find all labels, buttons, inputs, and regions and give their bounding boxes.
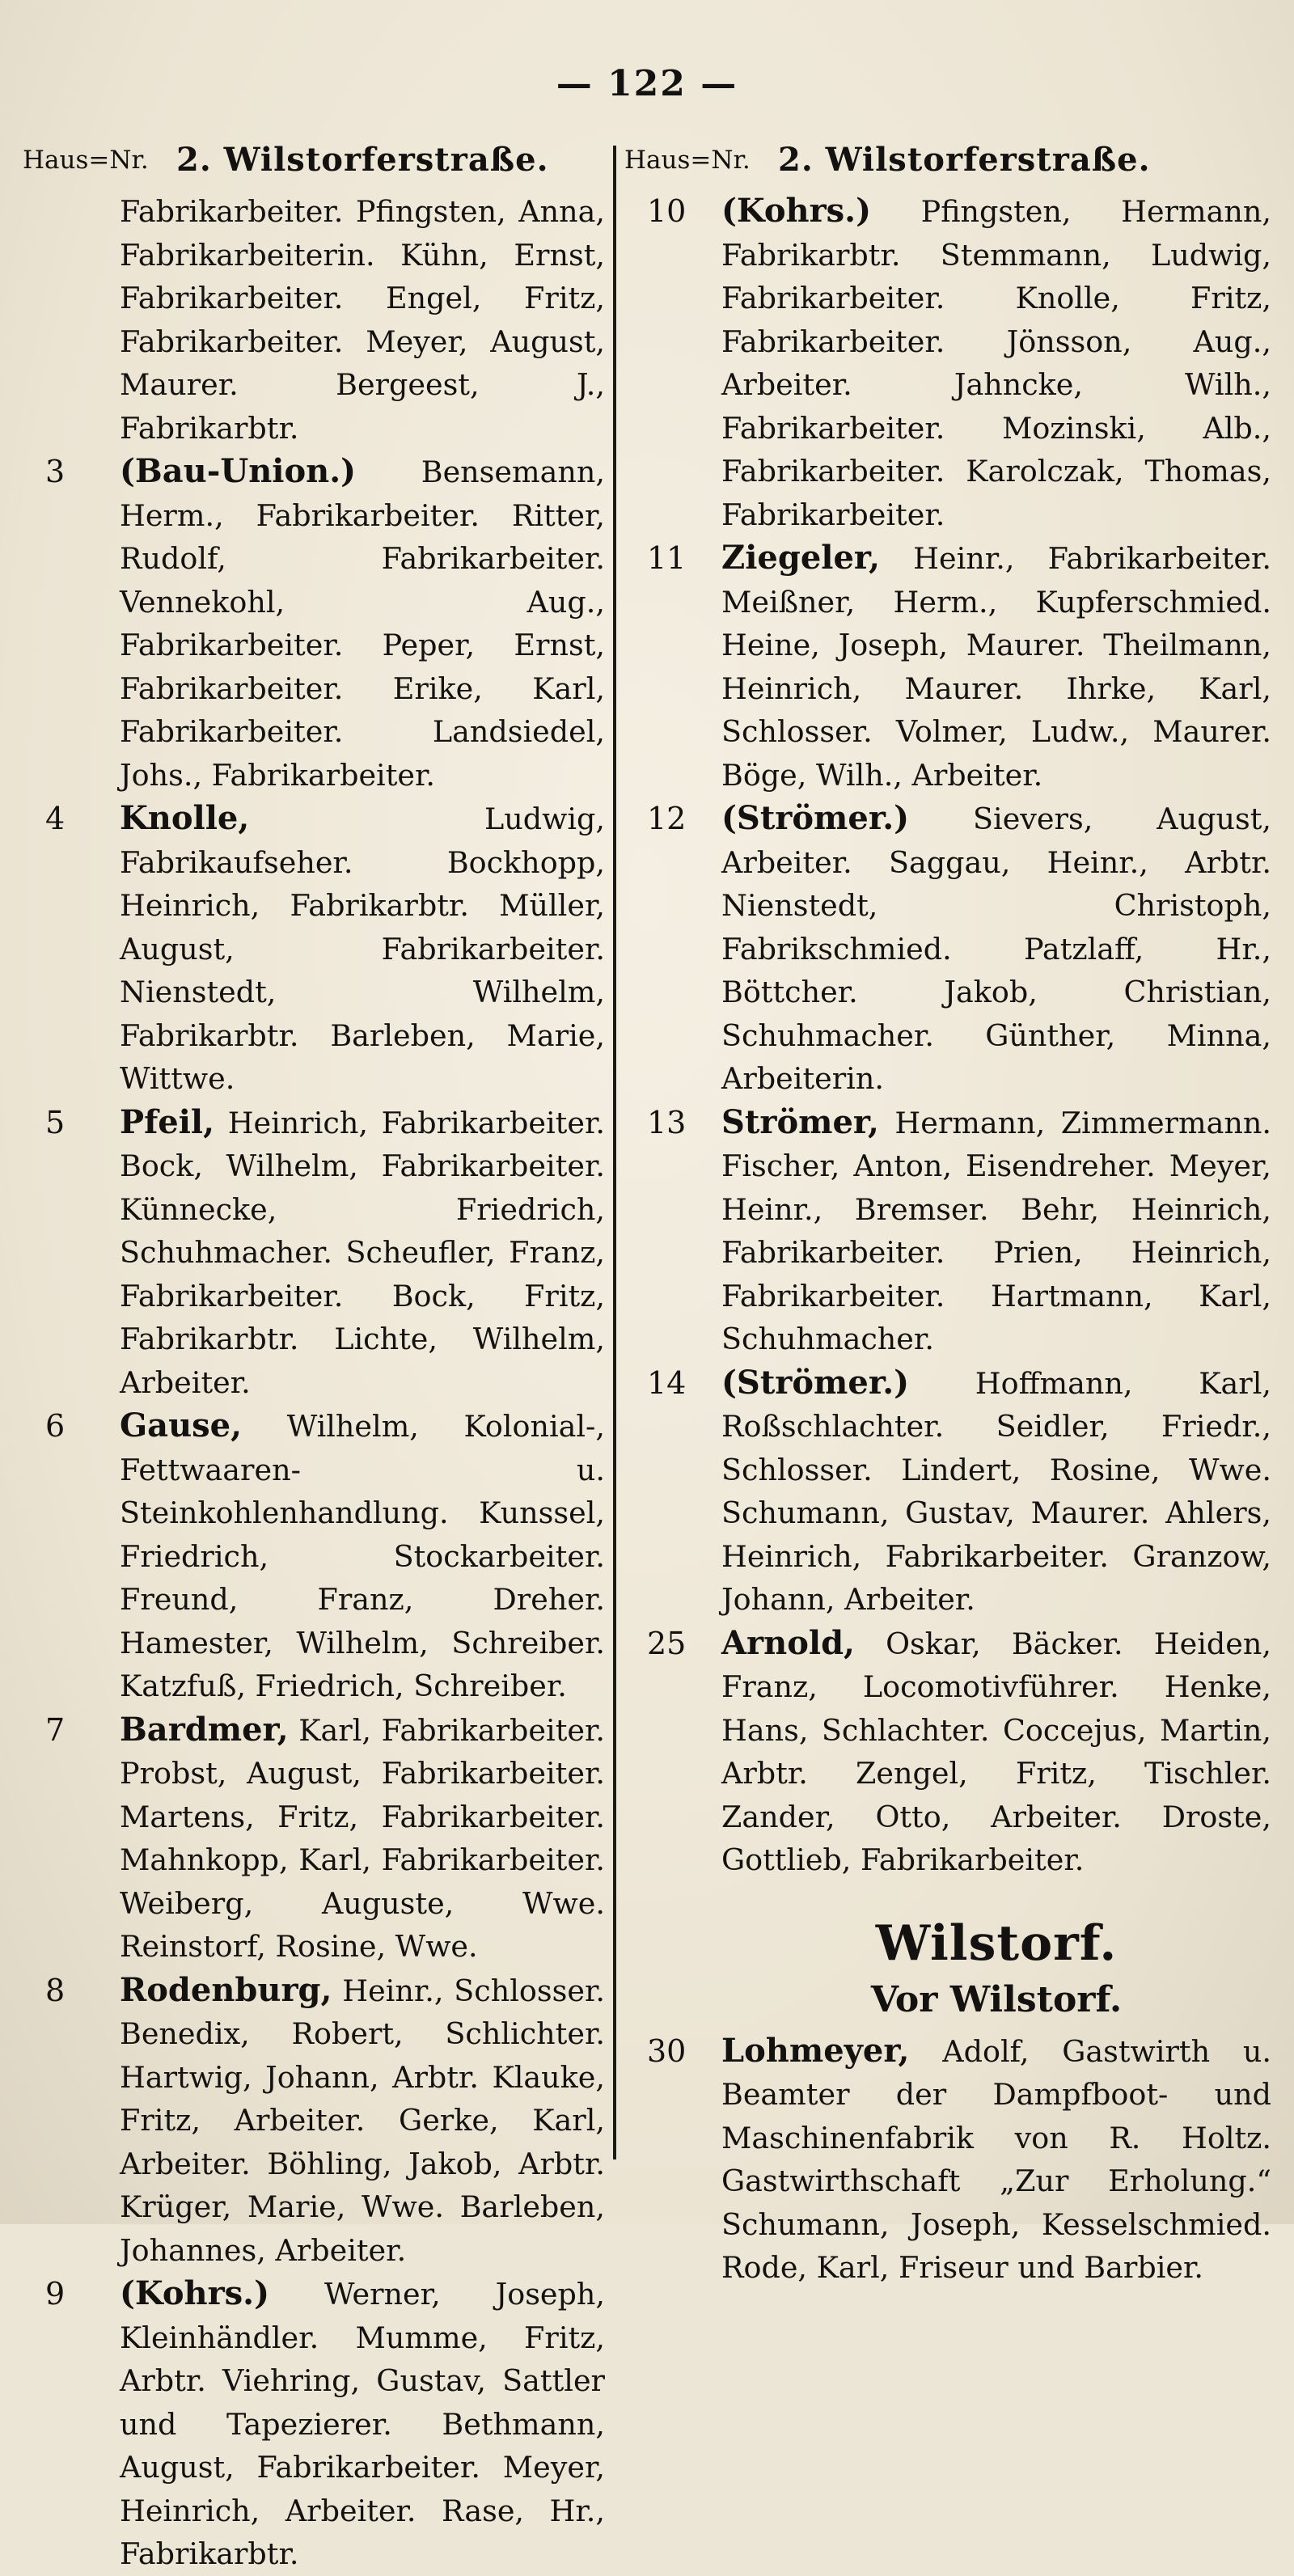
section-title: Wilstorf. [875,1914,1118,1972]
residents-text: Heinrich, Fabrikarbeiter. Bock, Wilhelm, Fabrikarbeiter. Künnecke, Friedrich, Schuhmacher. Scheufler, Franz, Fabrikarbeiter. Bock, Fritz, Fabrikarbtr. Lichte, Wilhelm, Arbeiter. [120,1105,605,1400]
right-column-header [624,137,1271,189]
entry-text [120,189,605,450]
house-number [23,189,120,450]
entry-text [120,450,605,797]
house-number: 5 [45,1104,66,1140]
house-number: 9 [45,2276,66,2312]
residents-text: Heinr., Fabrikarbeiter. Meißner, Herm., Kupferschmied. Heine, Joseph, Maurer. Theilmann, Heinrich, Maurer. Ihrke, Karl, Schlosser. Volmer, Ludw., Maurer. Böge, Wilh., Arbeiter. [721,541,1271,793]
entry-text [120,1101,605,1405]
entry-text [721,1361,1271,1622]
house-number: 7 [45,1711,66,1748]
owner-name: Pfeil, [120,1102,215,1141]
house-number: 6 [45,1408,66,1444]
owner-name: (Kohrs.) [120,2274,270,2312]
directory-entry [23,1404,605,1708]
directory-entry [624,1622,1271,1882]
directory-entry [624,189,1271,536]
house-number: 13 [647,1104,687,1140]
residents-text: Ludwig, Fabrikaufseher. Bockhopp, Heinrich, Fabrikarbtr. Müller, August, Fabrikarbeiter. Nienstedt, Wilhelm, Fabrikarbtr. Barleben, Marie, Wittwe. [120,802,605,1096]
house-number: 10 [647,193,687,229]
section-entries [624,2029,1271,2290]
entry-text [721,797,1271,1101]
residents-text: Heinr., Schlosser. Benedix, Robert, Schlichter. Hartwig, Johann, Arbtr. Klauke, Fritz, Arbeiter. Gerke, Karl, Arbeiter. Böhling, Jakob, Arbtr. Krüger, Marie, Wwe. Barleben, Johannes, Arbeiter. [120,1973,605,2268]
house-number: 3 [45,454,66,489]
residents-text: Oskar, Bäcker. Heiden, Franz, Locomotivführer. Henke, Hans, Schlachter. Coccejus, Martin, Arbtr. Zengel, Fritz, Tischler. Zander, Otto, Arbeiter. Droste, Gottlieb, Fabrikarbeiter. [721,1626,1271,1877]
residents-text: Pfingsten, Hermann, Fabrikarbtr. Stemmann, Ludwig, Fabrikarbeiter. Knolle, Fritz, Fabrikarbeiter. Jönsson, Aug., Arbeiter. Jahncke, Wilh., Fabrikarbeiter. Mozinski, Alb., Fabrikarbeiter. Karolczak, Thomas, Fabrikarbeiter. [721,194,1271,532]
owner-name: Lohmeyer, [721,2031,910,2070]
owner-name: Ziegeler, [721,539,880,577]
directory-entry [624,2029,1271,2290]
entry-text [721,1622,1271,1882]
hausnr-label: Haus=Nr. [23,146,149,175]
owner-name: (Bau-Union.) [120,452,357,490]
entry-text [120,797,605,1101]
left-column [23,137,605,2576]
directory-entry [23,1101,605,1405]
residents-text: Hermann, Zimmermann. Fischer, Anton, Eisendreher. Meyer, Heinr., Bremser. Behr, Heinrich, Fabrikarbeiter. Prien, Heinrich, Fabrikarbeiter. Hartmann, Karl, Schuhmacher. [721,1105,1271,1356]
entry-text [721,2029,1271,2290]
entry-text [721,1101,1271,1361]
residents-text: Hoffmann, Karl, Roßschlachter. Seidler, Friedr., Schlosser. Lindert, Rosine, Wwe. Schumann, Gustav, Maurer. Ahlers, Heinrich, Fabrikarbeiter. Granzow, Johann, Arbeiter. [721,1365,1271,1617]
entry-text [120,2272,605,2576]
residents-text: Sievers, August, Arbeiter. Saggau, Heinr., Arbtr. Nienstedt, Christoph, Fabrikschmied. Patzlaff, Hr., Böttcher. Jakob, Christian, Schuhmacher. Günther, Minna, Arbeiterin. [721,802,1271,1096]
owner-name: Bardmer, [120,1710,289,1749]
right-column [624,137,1271,2290]
entry-text [120,1708,605,1969]
directory-entry [624,536,1271,797]
column-divider [613,146,616,2159]
house-number: 25 [647,1625,687,1661]
directory-entry [23,2272,605,2576]
directory-entry [624,1101,1271,1361]
entry-text [120,1969,605,2273]
entry-text [120,1404,605,1708]
owner-name: (Strömer.) [721,799,910,837]
house-number: 14 [647,1364,687,1401]
owner-name: (Kohrs.) [721,192,872,230]
owner-name: (Strömer.) [721,1363,910,1402]
residents-text: Werner, Joseph, Kleinhändler. Mumme, Fritz, Arbtr. Viehring, Gustav, Sattler und Tapezierer. Bethmann, August, Fabrikarbeiter. Meyer, Heinrich, Arbeiter. Rase, Hr., Fabrikarbtr. [120,2277,605,2571]
left-column-header [23,137,605,189]
street-heading: 2. Wilstorferstraße. [778,141,1151,179]
directory-entry [23,189,605,450]
owner-name: Strömer, [721,1102,879,1141]
entry-text [721,536,1271,797]
residents-text: Fabrikarbeiter. Pfingsten, Anna, Fabrikarbeiterin. Kühn, Ernst, Fabrikarbeiter. Engel, Fritz, Fabrikarbeiter. Meyer, August, Maurer. Bergeest, J., Fabrikarbtr. [120,194,605,446]
right-entries [624,189,1271,1882]
house-number: 8 [45,1972,66,2008]
residents-text: Adolf, Gastwirth u. Beamter der Dampfboot- und Maschinenfabrik von R. Holtz. Gastwirthschaft „Zur Erholung.“ Schumann, Joseph, Kesselschmied. Rode, Karl, Friseur und Barbier. [721,2033,1271,2285]
directory-entry [23,1708,605,1969]
left-entries [23,189,605,2576]
house-number: 12 [647,801,687,836]
owner-name: Rodenburg, [120,1970,332,2009]
directory-entry [23,450,605,797]
house-number: 4 [45,801,66,836]
house-number: 30 [647,2032,687,2069]
directory-entry [624,797,1271,1101]
residents-text: Karl, Fabrikarbeiter. Probst, August, Fabrikarbeiter. Martens, Fritz, Fabrikarbeiter. Mahnkopp, Karl, Fabrikarbeiter. Weiberg, Auguste, Wwe. Reinstorf, Rosine, Wwe. [120,1712,605,1964]
residents-text: Bensemann, Herm., Fabrikarbeiter. Ritter, Rudolf, Fabrikarbeiter. Vennekohl, Aug., Fabrikarbeiter. Peper, Ernst, Fabrikarbeiter. Erike, Karl, Fabrikarbeiter. Landsiedel, Johs., Fabrikarbeiter. [120,455,605,793]
directory-entry [23,1969,605,2273]
residents-text: Wilhelm, Kolonial-, Fettwaaren- u. Steinkohlenhandlung. Kunssel, Friedrich, Stockarbeiter. Freund, Franz, Dreher. Hamester, Wilhelm, Schreiber. Katzfuß, Friedrich, Schreiber. [120,1409,605,1703]
directory-entry [23,797,605,1101]
owner-name: Arnold, [721,1623,855,1662]
house-number: 11 [647,540,687,576]
page-number: — 122 — [556,63,738,104]
owner-name: Knolle, [120,799,250,837]
entry-text [721,189,1271,536]
owner-name: Gause, [120,1406,243,1445]
hausnr-label: Haus=Nr. [624,146,751,175]
street-heading: 2. Wilstorferstraße. [176,141,549,179]
section-subtitle: Vor Wilstorf. [870,1978,1123,2020]
directory-entry [624,1361,1271,1622]
